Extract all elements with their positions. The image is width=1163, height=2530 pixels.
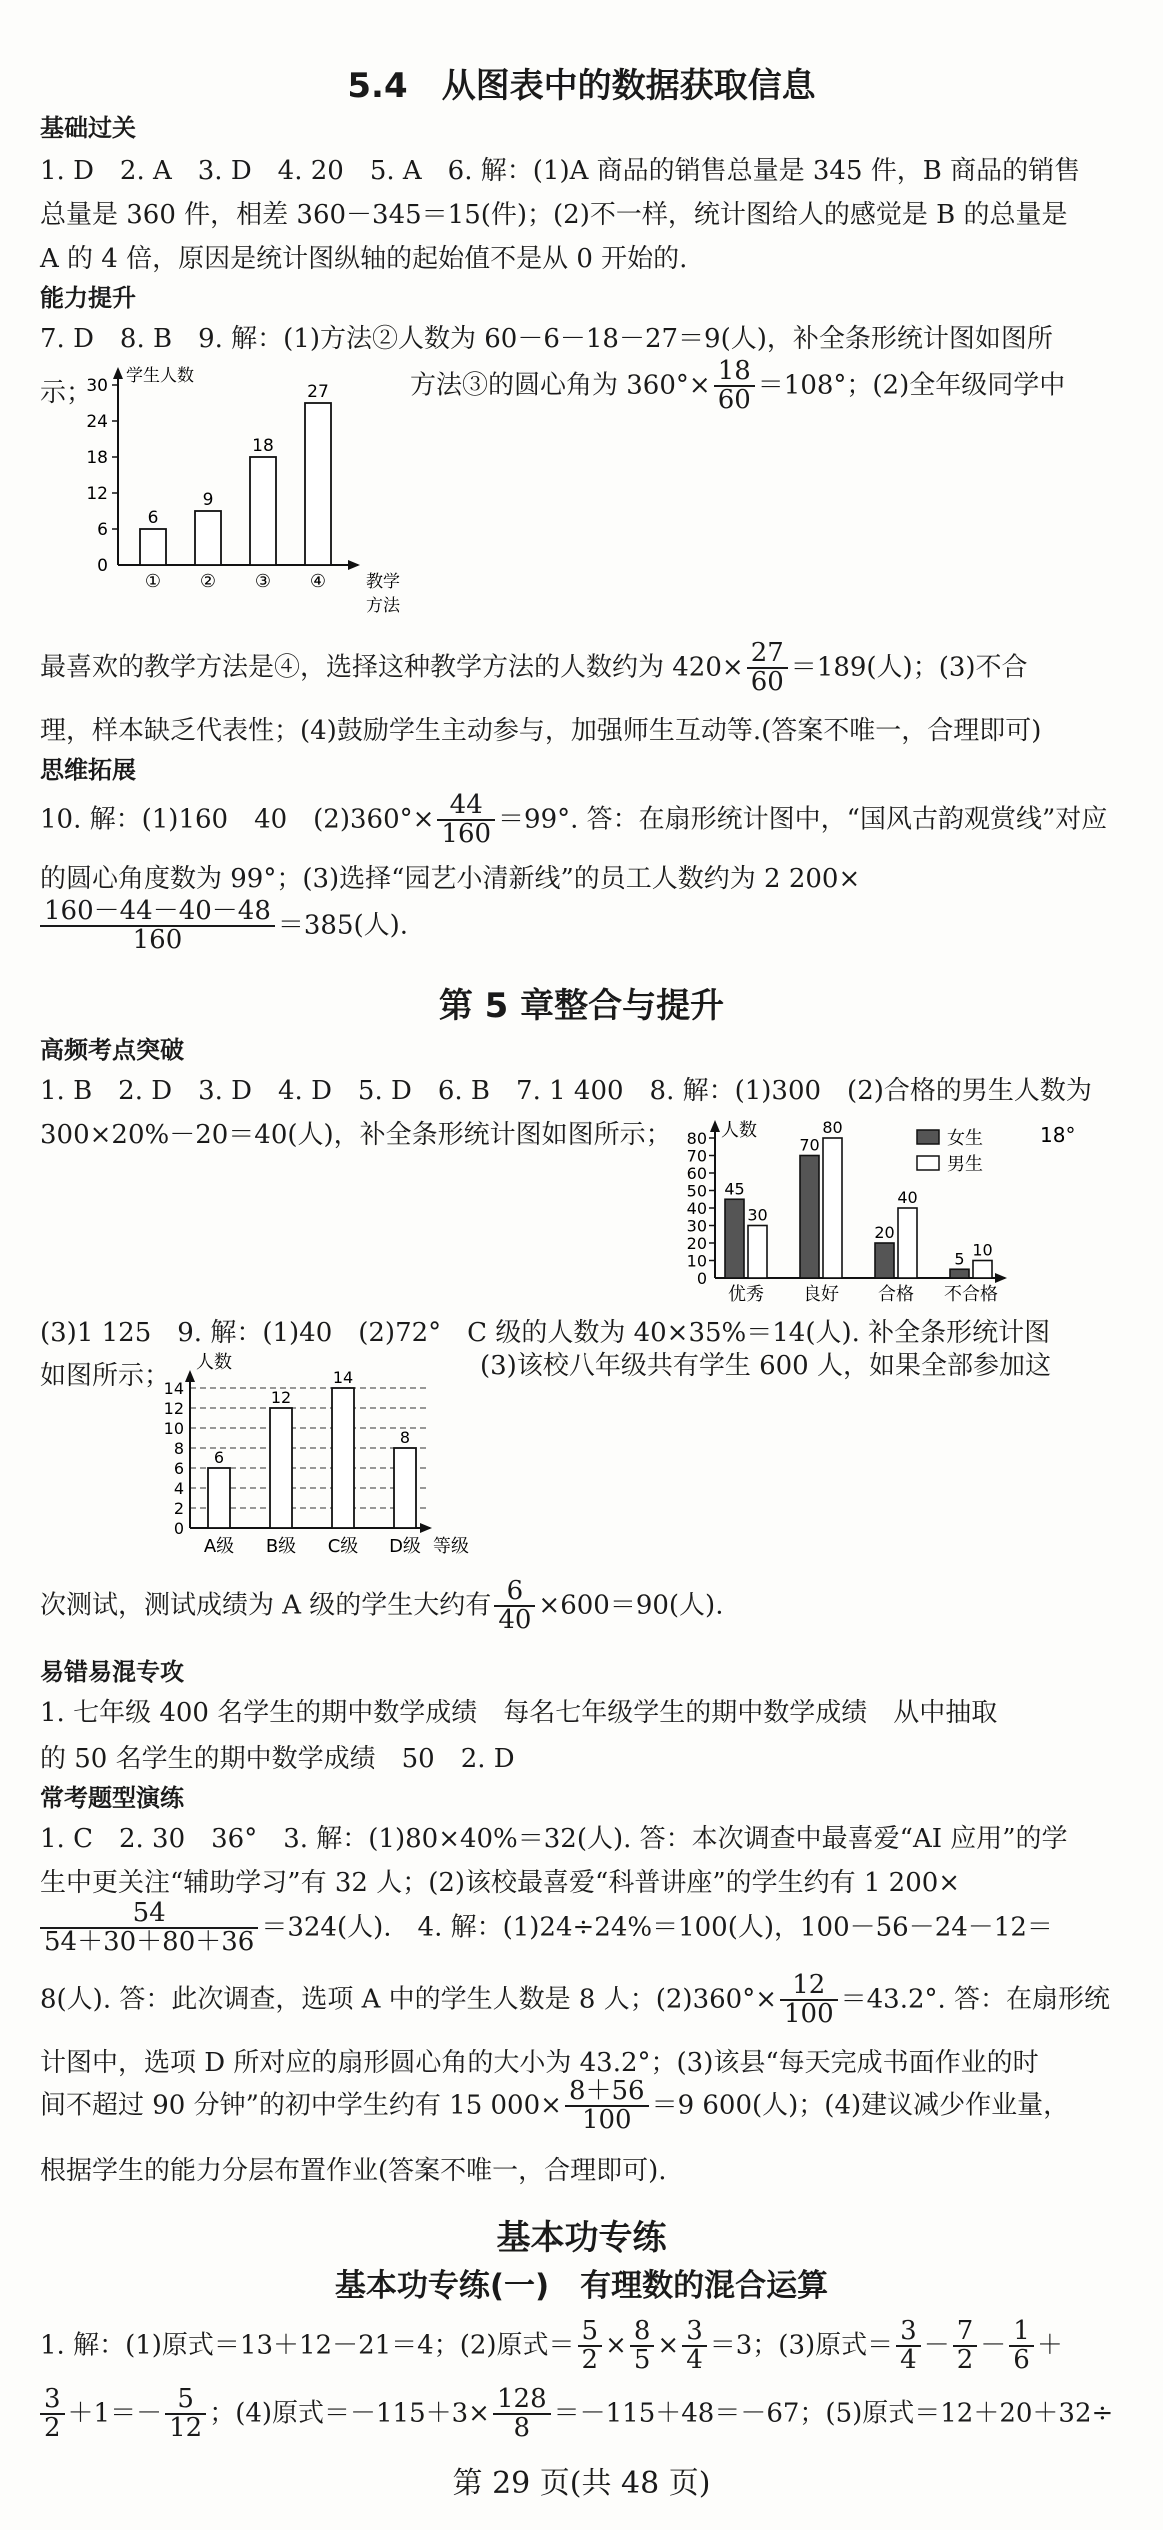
x-axis-arrow [420, 1523, 432, 1533]
y-tick-label: 20 [686, 1234, 707, 1253]
text-line: 总量是 360 件，相差 360－345＝15(件)；(2)不一样，统计图给人的感觉是 B 的总量是 [40, 200, 1068, 230]
heading-think: 思维拓展 [40, 756, 136, 784]
data-label: 9 [202, 490, 214, 510]
grade-level-bar-chart [150, 1350, 470, 1565]
bar [950, 1269, 969, 1278]
text-line: 如图所示； [40, 1361, 171, 1391]
y-tick-label: 10 [163, 1419, 184, 1438]
x-tick-label: A级 [203, 1536, 235, 1557]
heading-basic: 基础过关 [40, 114, 136, 142]
x-tick-label: 良好 [803, 1284, 839, 1305]
y-axis-arrow [113, 367, 123, 379]
text-line: $\frac{54}{54+30+80+36}$ ＝324(人). 4. 解：(1)24÷24%＝100(人)，100－56－24－12＝ [40, 1900, 1053, 1957]
data-label: 6 [213, 1448, 225, 1467]
text-line: 1. 七年级 400 名学生的期中数学成绩 每名七年级学生的期中数学成绩 从中抽取 [40, 1698, 998, 1728]
bar [973, 1261, 992, 1279]
basic-title: 基本功专练 [496, 2218, 667, 2258]
y-tick-label: 10 [686, 1251, 707, 1271]
x-tick-label: ② [199, 571, 217, 592]
text-line: 的 50 名学生的期中数学成绩 50 2. D [40, 1744, 515, 1774]
bar [875, 1243, 894, 1278]
data-label: 27 [307, 382, 329, 402]
bar [208, 1468, 230, 1528]
y-tick-label: 0 [97, 556, 108, 576]
text-line: 示； [40, 378, 93, 408]
y-tick-label: 30 [86, 376, 108, 396]
x-tick-label: 合格 [878, 1284, 914, 1305]
annotation: 18° [1040, 1123, 1076, 1147]
text-line: 次测试，测试成绩为 A 级的学生大约有 $\frac{6}{40}$ ×600＝90(人). [40, 1576, 724, 1636]
text-line: 7. D 8. B 9. 解：(1)方法②人数为 60－6－18－27＝9(人)，补全条形统计图如图所 [40, 324, 1053, 354]
data-label: 12 [270, 1388, 292, 1407]
y-tick-label: 50 [686, 1181, 707, 1201]
chapter-title: 第 5 章整合与提升 [438, 986, 725, 1026]
x-tick-label: 不合格 [944, 1284, 998, 1305]
bar [305, 403, 331, 565]
bar [270, 1408, 292, 1528]
heading-ability: 能力提升 [40, 284, 136, 312]
text-line: 间不超过 90 分钟”的初中学生约有 15 000× $\frac{8+56}{100}$ ＝9 600(人)；(4)建议减少作业量， [40, 2076, 1070, 2136]
bar [332, 1388, 354, 1528]
y-axis-arrow [185, 1370, 195, 1382]
text-line: (3)1 125 9. 解：(1)40 (2)72° C 级的人数为 40×35%＝14(人). 补全条形统计图 [40, 1318, 1051, 1348]
heading-common: 常考题型演练 [40, 1784, 184, 1812]
data-label: 18 [252, 436, 274, 456]
text-line: 1. D 2. A 3. D 4. 20 5. A 6. 解：(1)A 商品的销售总量是 345 件，B 商品的销售 [40, 156, 1081, 186]
text-line: 生中更关注“辅助学习”有 32 人；(2)该校最喜爱“科普讲座”的学生约有 1 200× [40, 1868, 961, 1898]
y-axis-label: 人数 [721, 1120, 757, 1141]
page-footer: 第 29 页(共 48 页) [452, 2466, 711, 2501]
text-line: 8(人). 答：此次调查，选项 A 中的学生人数是 8 人；(2)360°× $\frac{12}{100}$ ＝43.2°. 答：在扇形统 [40, 1970, 1111, 2030]
text-line: 10. 解：(1)160 40 (2)360°× $\frac{44}{160}$ ＝99°. 答：在扇形统计图中，“国风古韵观赏线”对应 [40, 790, 1108, 850]
heading-freq: 高频考点突破 [40, 1036, 184, 1064]
data-label: 70 [799, 1135, 820, 1155]
y-tick-label: 0 [696, 1269, 707, 1288]
bar [800, 1156, 819, 1279]
y-tick-label: 14 [163, 1379, 184, 1398]
x-axis-arrow [348, 560, 360, 570]
basic-subtitle: 基本功专练(一) 有理数的混合运算 [334, 2268, 829, 2304]
x-tick-label: ③ [254, 571, 272, 592]
y-tick-label: 8 [173, 1439, 184, 1458]
text-line: 300×20%－20＝40(人)，补全条形统计图如图所示； [40, 1120, 672, 1150]
text-line: A 的 4 倍，原因是统计图纵轴的起始值不是从 0 开始的. [40, 244, 688, 274]
text-line: 根据学生的能力分层布置作业(答案不唯一，合理即可). [40, 2156, 667, 2186]
x-axis-label: 教学 [366, 572, 400, 592]
data-label: 6 [147, 508, 159, 528]
bar [725, 1199, 744, 1278]
bar [748, 1226, 767, 1279]
text-line: (3)该校八年级共有学生 600 人，如果全部参加这 [480, 1351, 1051, 1381]
x-axis-label: 方法 [366, 596, 400, 616]
y-tick-label: 80 [686, 1129, 707, 1148]
bar [898, 1208, 917, 1278]
text-line: 最喜欢的教学方法是④，选择这种教学方法的人数约为 420× $\frac{27}{60}$ ＝189(人)；(3)不合 [40, 638, 1028, 698]
data-label: 14 [332, 1368, 354, 1387]
y-tick-label: 18 [86, 448, 108, 468]
text-line: 计图中，选项 D 所对应的扇形圆心角的大小为 43.2°；(3)该县“每天完成书面作业的时 [40, 2048, 1039, 2078]
bar [394, 1448, 416, 1528]
data-label: 45 [724, 1179, 745, 1199]
y-axis-label: 人数 [196, 1352, 232, 1373]
x-tick-label: 优秀 [728, 1284, 764, 1305]
bar [140, 529, 166, 565]
bar [823, 1138, 842, 1278]
section-title-5-4: 5.4 从图表中的数据获取信息 [347, 66, 816, 106]
bar [195, 511, 221, 565]
data-label: 40 [897, 1188, 918, 1207]
y-tick-label: 6 [173, 1459, 184, 1478]
text-line: 1. B 2. D 3. D 4. D 5. D 6. B 7. 1 400 8. 解：(1)300 (2)合格的男生人数为 [40, 1076, 1092, 1106]
y-tick-label: 12 [86, 484, 108, 504]
data-label: 20 [874, 1223, 895, 1242]
x-axis-arrow [995, 1273, 1007, 1283]
data-label: 8 [399, 1428, 411, 1447]
x-tick-label: B级 [265, 1536, 297, 1557]
x-tick-label: C级 [327, 1536, 359, 1557]
y-tick-label: 2 [173, 1499, 184, 1518]
text-line: $\frac{160-44-40-48}{160}$ ＝385(人). [40, 898, 408, 955]
x-axis-label: 等级 [433, 1536, 469, 1557]
x-tick-label: ① [144, 571, 162, 592]
y-tick-label: 6 [97, 520, 108, 540]
y-axis-arrow [710, 1120, 720, 1132]
data-label: 80 [822, 1118, 843, 1137]
legend-swatch [917, 1130, 939, 1144]
legend-label: 男生 [947, 1154, 983, 1175]
data-label: 10 [972, 1240, 993, 1260]
y-tick-label: 4 [173, 1479, 184, 1498]
y-tick-label: 24 [86, 412, 108, 432]
y-tick-label: 12 [163, 1399, 184, 1418]
text-line: 1. C 2. 30 36° 3. 解：(1)80×40%＝32(人). 答：本次调查中最喜爱“AI 应用”的学 [40, 1824, 1068, 1854]
text-line: 的圆心角度数为 99°；(3)选择“园艺小清新线”的员工人数约为 2 200× [40, 864, 861, 894]
y-tick-label: 70 [686, 1146, 707, 1166]
heading-error: 易错易混专攻 [40, 1658, 184, 1686]
x-tick-label: D级 [389, 1536, 421, 1557]
text-line: 理，样本缺乏代表性；(4)鼓励学生主动参与，加强师生互动等.(答案不唯一，合理即可) [40, 716, 1042, 746]
text-line: 方法③的圆心角为 360°× $\frac{18}{60}$ ＝108°；(2)全年级同学中 [410, 356, 1066, 416]
data-label: 30 [747, 1205, 768, 1225]
y-tick-label: 30 [686, 1216, 707, 1236]
y-tick-label: 0 [173, 1519, 184, 1538]
legend-label: 女生 [947, 1128, 983, 1149]
y-axis-label: 学生人数 [126, 366, 194, 386]
legend-swatch [917, 1156, 939, 1170]
text-line: 1. 解：(1)原式＝13＋12－21＝4；(2)原式＝ $\frac{5}{2}$ × $\frac{8}{5}$ × $\frac{3}{4}$ ＝3；(3)原式＝ $\frac{3}{4}$ － $\frac{7}{2}$ － $\frac{1}{6}$ ＋ [40, 2316, 1063, 2376]
data-label: 5 [954, 1249, 965, 1269]
x-tick-label: ④ [309, 571, 327, 592]
teaching-method-bar-chart [80, 365, 420, 630]
y-tick-label: 40 [686, 1199, 707, 1218]
bar [250, 457, 276, 565]
y-tick-label: 60 [686, 1164, 707, 1183]
text-line: $\frac{3}{2}$ ＋1＝－ $\frac{5}{12}$ ；(4)原式＝－115＋3× $\frac{128}{8}$ ＝－115＋48＝－67；(5)原式＝12＋20＋32÷ [40, 2386, 1113, 2443]
